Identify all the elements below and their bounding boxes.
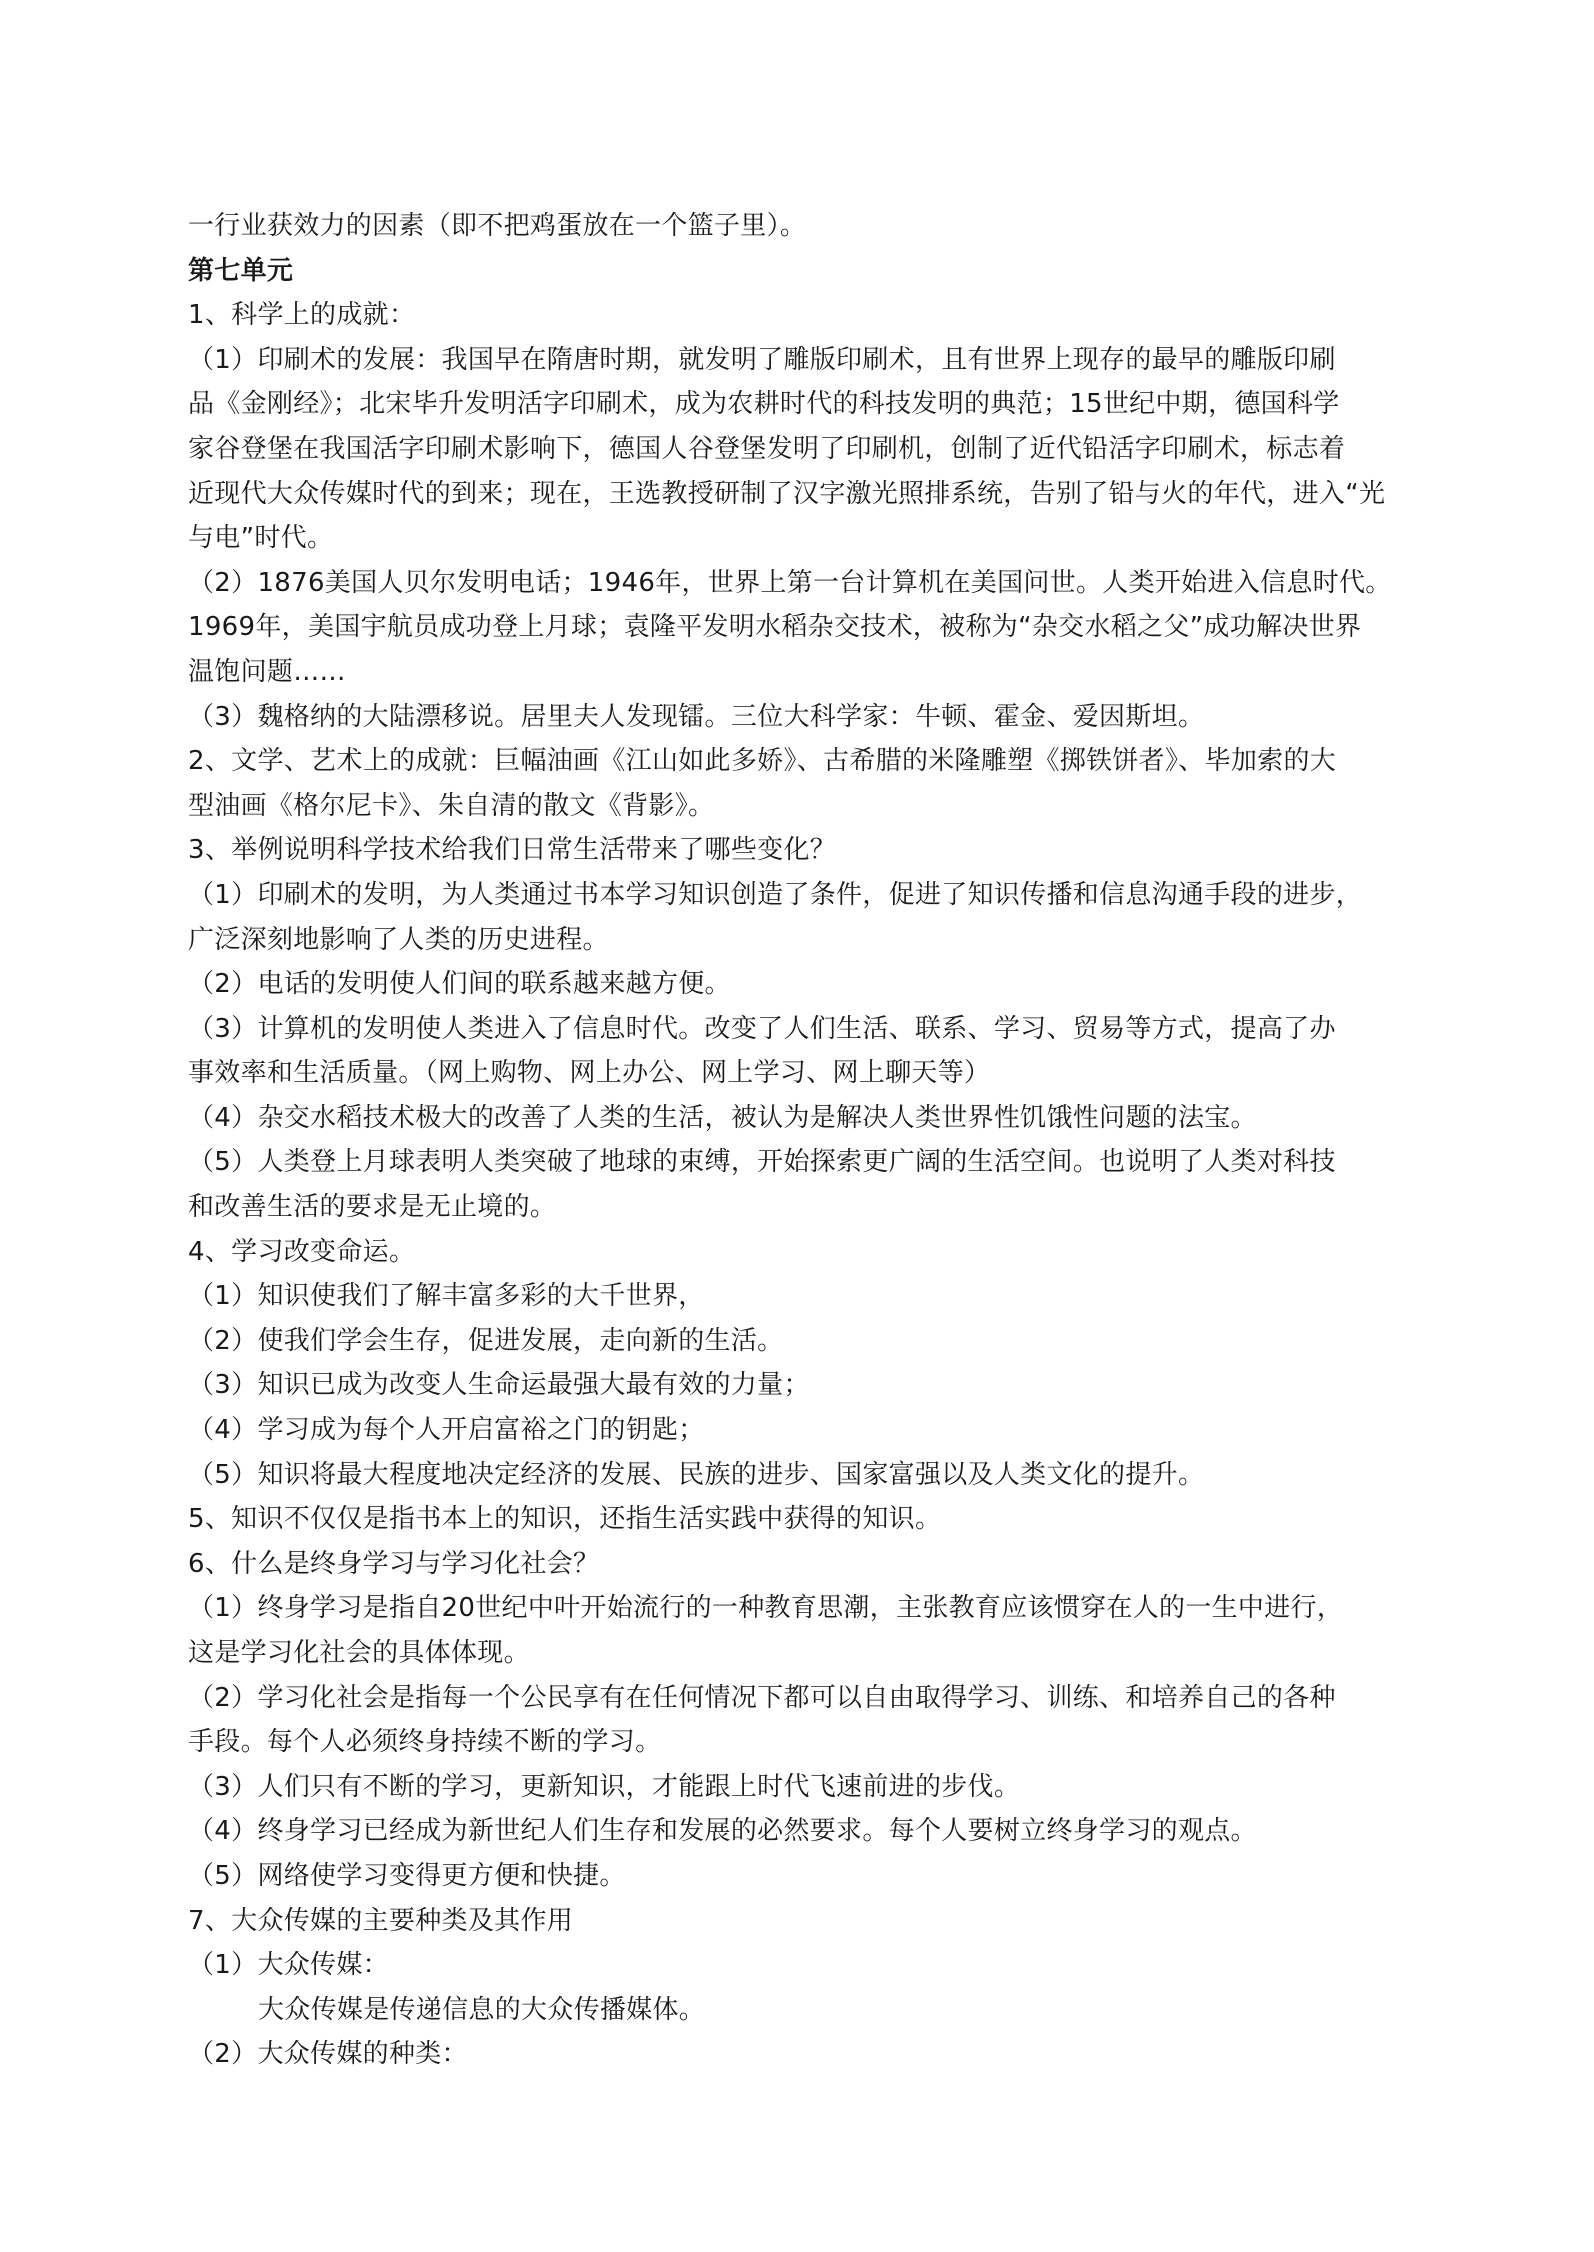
text-line: （2）电话的发明使人们间的联系越来越方便。: [188, 969, 731, 1000]
text-line: 与电”时代。: [188, 523, 334, 554]
text-line: （3）知识已成为改变人生命运最强大最有效的力量；: [188, 1370, 810, 1401]
text-line: 近现代大众传媒时代的到来；现在，王选教授研制了汉字激光照排系统，告别了铅与火的年代，进入“光: [188, 478, 1386, 509]
text-line: 广泛深刻地影响了人类的历史进程。: [188, 924, 609, 955]
text-line: 和改善生活的要求是无止境的。: [188, 1192, 557, 1223]
item-heading: 7、大众传媒的主要种类及其作用: [188, 1905, 574, 1936]
item-heading: 1、科学上的成就：: [188, 300, 416, 331]
text-line: 品《金刚经》；北宋毕升发明活字印刷术，成为农耕时代的科技发明的典范；15世纪中期，德国科学: [188, 389, 1340, 420]
text-line: 1969年，美国宇航员成功登上月球；袁隆平发明水稻杂交技术，被称为“杂交水稻之父”成功解决世界: [188, 612, 1362, 643]
text-line: （1）大众传媒：: [188, 1950, 389, 1981]
text-line: 型油画《格尔尼卡》、朱自清的散文《背影》。: [188, 790, 715, 821]
text-line: （4）终身学习已经成为新世纪人们生存和发展的必然要求。每个人要树立终身学习的观点。: [188, 1816, 1257, 1847]
document-page: [188, 204, 1424, 2077]
text-line: （4）学习成为每个人开启富裕之门的钥匙；: [188, 1415, 705, 1446]
text-line: 事效率和生活质量。（网上购物、网上办公、网上学习、网上聊天等）: [188, 1058, 991, 1089]
text-line: （2）大众传媒的种类：: [188, 2039, 468, 2070]
text-line: 大众传媒是传递信息的大众传播媒体。: [258, 1994, 706, 2025]
item-heading: 6、什么是终身学习与学习化社会？: [188, 1548, 600, 1579]
text-line: 温饱问题……: [188, 656, 346, 687]
text-line: （2）使我们学会生存，促进发展，走向新的生活。: [188, 1325, 784, 1356]
text-line: （1）印刷术的发明，为人类通过书本学习知识创造了条件，促进了知识传播和信息沟通手段的进步，: [188, 879, 1363, 910]
text-line: （1）印刷术的发展：我国早在隋唐时期，就发明了雕版印刷术，且有世界上现存的最早的雕版印刷: [188, 344, 1336, 375]
text-line: （5）人类登上月球表明人类突破了地球的束缚，开始探索更广阔的生活空间。也说明了人类对科技: [188, 1147, 1336, 1178]
item-heading: 2、文学、艺术上的成就：巨幅油画《江山如此多娇》、古希腊的米隆雕塑《掷铁饼者》、毕加索的大: [188, 746, 1337, 777]
text-line: （1）知识使我们了解丰富多彩的大千世界，: [188, 1281, 705, 1312]
text-line: 家谷登堡在我国活字印刷术影响下，德国人谷登堡发明了印刷机，创制了近代铅活字印刷术，标志着: [188, 433, 1346, 464]
text-line: 手段。每个人必须终身持续不断的学习。: [188, 1727, 662, 1758]
item-heading: 3、举例说明科学技术给我们日常生活带来了哪些变化？: [188, 835, 837, 866]
item-heading: 5、知识不仅仅是指书本上的知识，还指生活实践中获得的知识。: [188, 1504, 942, 1535]
text-line: （3）魏格纳的大陆漂移说。居里夫人发现镭。三位大科学家：牛顿、霍金、爱因斯坦。: [188, 701, 1205, 732]
text-line: （5）网络使学习变得更方便和快捷。: [188, 1860, 626, 1891]
text-line: （2）1876美国人贝尔发明电话；1946年，世界上第一台计算机在美国问世。人类开始进入信息时代。: [188, 567, 1392, 598]
text-line: （4）杂交水稻技术极大的改善了人类的生活，被认为是解决人类世界性饥饿性问题的法宝。: [188, 1102, 1257, 1133]
text-line: 一行业获效力的因素（即不把鸡蛋放在一个篮子里）。: [188, 211, 807, 241]
text-line: （3）人们只有不断的学习，更新知识，才能跟上时代飞速前进的步伐。: [188, 1771, 1021, 1802]
item-heading: 4、学习改变命运。: [188, 1236, 416, 1267]
text-line: （5）知识将最大程度地决定经济的发展、民族的进步、国家富强以及人类文化的提升。: [188, 1459, 1205, 1490]
section-heading: 第七单元: [188, 255, 294, 286]
text-line: （1）终身学习是指自20世纪中叶开始流行的一种教育思潮，主张教育应该惯穿在人的一生中进行，: [188, 1593, 1344, 1624]
text-line: （2）学习化社会是指每一个公民享有在任何情况下都可以自由取得学习、训练、和培养自己的各种: [188, 1682, 1336, 1713]
text-line: （3）计算机的发明使人类进入了信息时代。改变了人们生活、联系、学习、贸易等方式，提高了办: [188, 1013, 1336, 1044]
text-line: 这是学习化社会的具体体现。: [188, 1638, 530, 1668]
